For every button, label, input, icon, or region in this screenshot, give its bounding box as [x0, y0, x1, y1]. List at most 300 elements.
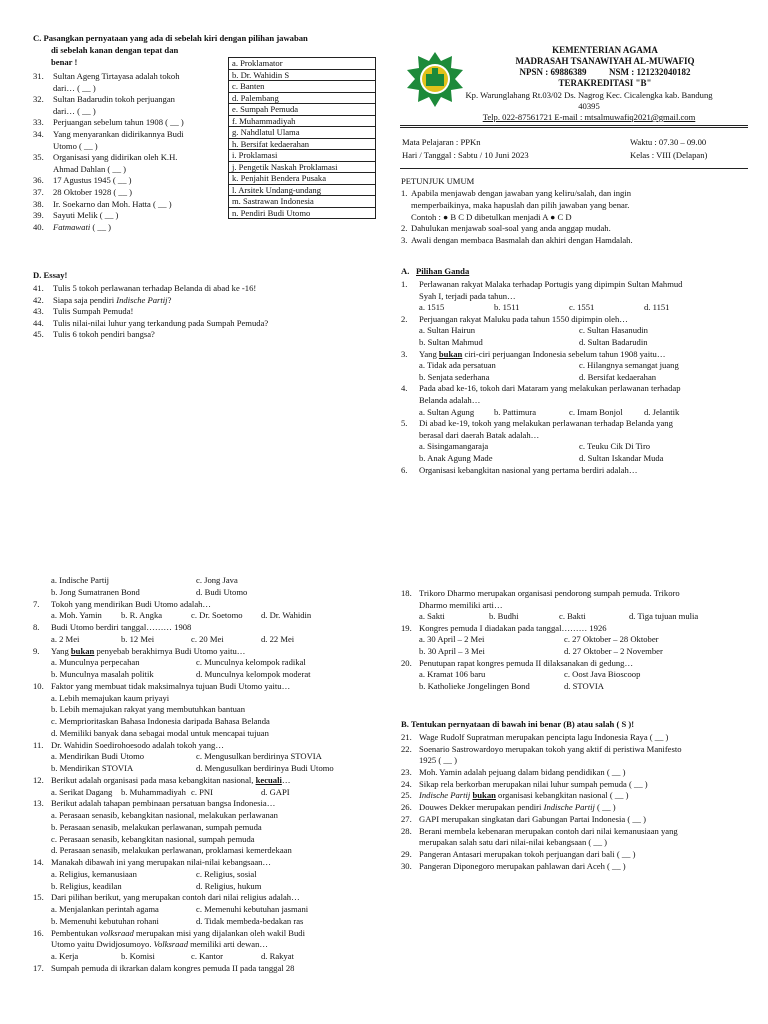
matching-answer-row [229, 115, 376, 127]
question-line [33, 222, 228, 234]
answer-option[interactable]: a. Lebih memajukan kaum priyayi [51, 692, 170, 703]
question-line [33, 152, 228, 164]
question-number: 32. [33, 94, 44, 105]
question-line [401, 418, 747, 430]
answer-option[interactable]: c. Oost Java Bioscoop [564, 669, 641, 680]
answer-options [401, 669, 747, 681]
question-line [33, 622, 378, 634]
answer-options [33, 575, 378, 587]
answer-option[interactable]: d. 22 Mei [261, 633, 295, 644]
question-text: Perlawanan rakyat Malaka terhadap Portugis yang dipimpin Sultan Mahmud [419, 279, 683, 289]
answer-option[interactable]: a. Sultan Hairun [419, 325, 476, 336]
question-line [401, 744, 747, 756]
question-number [401, 291, 419, 303]
answer-option[interactable]: c. Bakti [559, 611, 586, 622]
question-text: Apabila menjawab dengan jawaban yang keliru/salah, dan ingin [411, 188, 632, 198]
question-line [33, 295, 378, 307]
question-number: 40. [33, 221, 44, 232]
question-line [401, 223, 747, 235]
school-address: Kp. Warunglahang Rt.03/02 Ds. Nagrog Kec. Cicalengka kab. Bandung 40395 Telp. 022-87561721 E-mail : mtsalmuwafiq2021@gmail.com [430, 90, 748, 123]
school-header [470, 45, 740, 89]
accreditation: TERAKREDITASI "B" [558, 78, 652, 88]
answer-options [33, 587, 378, 599]
question-text: Budi Utomo berdiri tanggal……… 1908 [51, 622, 192, 632]
question-number [401, 600, 419, 612]
answer-option[interactable]: d. Tiga tujuan mulia [629, 611, 699, 622]
answer-options [33, 693, 378, 705]
answer-option[interactable]: c. Munculnya kelompok radikal [196, 657, 306, 668]
question-text: Yang menyarankan didirikannya Budi [53, 128, 184, 139]
answer-options [401, 441, 747, 453]
answer-option[interactable]: a. Serikat Dagang [51, 786, 113, 797]
answer-option[interactable]: c. Mengusulkan berdirinya STOVIA [196, 751, 322, 762]
matching-answer[interactable]: n. Pendiri Budi Utomo [229, 207, 376, 219]
answer-option[interactable]: c. Dr. Soetomo [191, 610, 243, 621]
answer-option[interactable]: b. Memenuhi kebutuhan rohani [51, 915, 159, 926]
matching-answer[interactable]: a. Proklamator [229, 58, 376, 70]
answer-options [33, 704, 378, 716]
answer-options [33, 916, 378, 928]
answer-option[interactable]: c. Teuku Cik Di Tiro [579, 441, 651, 452]
question-number: 9. [33, 645, 40, 656]
section-d [33, 270, 378, 341]
exam-date: Hari / Tanggal : Sabtu / 10 Juni 2023 [402, 150, 529, 160]
question-text: Dari pilihan berikut, yang merupakan contoh dari nilai religius adalah… [51, 892, 300, 903]
ministry-name: KEMENTERIAN AGAMA [552, 45, 658, 55]
exam-info [402, 137, 748, 165]
question-line [33, 329, 378, 341]
answer-option[interactable]: b. Perasaan senasib, melakukan perlawanan, sumpah pemuda [51, 821, 262, 832]
matching-answer-row [229, 138, 376, 150]
question-number: 1. [401, 279, 408, 289]
answer-options [401, 372, 747, 384]
question-text: Awali dengan membaca Basmalah dan akhiri dengan Hamdalah. [411, 235, 633, 246]
answer-option[interactable]: a. 2 Mei [51, 633, 80, 644]
answer-option[interactable]: d. GAPI [261, 786, 290, 797]
answer-option[interactable]: c. Memprioritaskan Bahasa Indonesia daripada Bahasa Belanda [51, 716, 270, 726]
question-number: 11. [33, 739, 44, 750]
question-number [33, 83, 53, 95]
answer-option[interactable]: d. 27 Oktober – 2 November [564, 645, 663, 656]
question-number: 1. [401, 188, 408, 198]
answer-option[interactable]: c. 20 Mei [191, 633, 224, 644]
question-number: 45. [33, 329, 44, 340]
matching-answer[interactable]: b. Dr. Wahidin S [229, 69, 376, 81]
question-text: Sikap rela berkorban merupakan nilai luhur sumpah pemuda ( __ ) [419, 778, 648, 789]
question-number: 16. [33, 927, 44, 938]
answer-options [401, 360, 747, 372]
answer-option[interactable]: a. Religius, kemanusiaan [51, 868, 137, 879]
answer-option[interactable]: b. 30 April – 3 Mei [419, 645, 485, 656]
question-number [401, 430, 419, 442]
school-name: MADRASAH TSANAWIYAH AL-MUWAFIQ [515, 56, 695, 66]
question-number: 7. [33, 598, 40, 609]
question-text: Siapa saja pendiri Indische Partij? [53, 294, 172, 305]
matching-answer[interactable]: g. Nahdlatul Ulama [229, 127, 376, 139]
matching-answer[interactable]: j. Pengetik Naskah Proklamasi [229, 161, 376, 173]
question-number [33, 141, 53, 153]
answer-option[interactable]: b. 1511 [494, 302, 520, 313]
question-line [401, 826, 747, 838]
answer-options [33, 751, 378, 763]
answer-option[interactable]: b. Religius, keadilan [51, 880, 122, 891]
question-text: Sumpah pemuda di ikrarkan dalam kongres pemuda II pada tanggal 28 [51, 962, 295, 973]
answer-option[interactable]: b. Jong Sumatranen Bond [51, 586, 140, 597]
question-number: 35. [33, 152, 44, 163]
question-line [401, 430, 747, 442]
question-text: Tulis nilai-nilai luhur yang terkandung pada Sumpah Pemuda? [53, 317, 269, 328]
answer-option[interactable]: b. R. Angka [121, 610, 163, 621]
question-text: Yang bukan penyebab berakhirnya Budi Utomo yaitu… [51, 645, 246, 656]
answer-option[interactable]: d. Sultan Badarudin [579, 336, 648, 347]
answer-option[interactable]: d. Munculnya kelompok moderat [196, 669, 311, 679]
question-text: Utomo ( __ ) [53, 140, 98, 151]
answer-options [33, 657, 378, 669]
question-line [401, 814, 747, 826]
section-d-title: D. Essay! [33, 270, 68, 280]
answer-option[interactable]: c. Jong Java [196, 575, 238, 585]
matching-answer-row [229, 196, 376, 208]
question-text: Di abad ke-19, tokoh yang melakukan perlawanan terhadap Belanda yang [419, 418, 673, 429]
question-number: 2. [401, 313, 408, 324]
matching-answer[interactable]: m. Sastrawan Indonesia [229, 196, 376, 208]
answer-options [33, 881, 378, 893]
question-line [33, 129, 228, 141]
question-number: 30. [401, 860, 412, 871]
answer-option[interactable]: a. 1515 [419, 302, 445, 313]
answer-options [33, 810, 378, 822]
question-line [33, 892, 378, 904]
question-number: 15. [33, 892, 44, 903]
subject: Mata Pelajaran : PPKn [402, 137, 481, 147]
question-line [33, 187, 228, 199]
questions-18-20 [401, 588, 747, 692]
question-text: Sultan Badarudin tokoh perjuangan [53, 94, 175, 105]
question-line [33, 681, 378, 693]
question-number: 25. [401, 790, 412, 801]
answer-option[interactable]: a. Moh. Yamin [51, 610, 102, 621]
answer-option[interactable]: d. Religius, hukum [196, 880, 262, 891]
matching-answer-row [229, 104, 376, 116]
answer-option[interactable]: b. Katholieke Jongelingen Bond [419, 680, 530, 691]
question-text: Sayuti Melik ( __ ) [53, 210, 119, 221]
question-line [401, 383, 747, 395]
question-line [401, 279, 747, 291]
matching-answers-table [228, 57, 376, 219]
answer-option[interactable]: a. Sisingamangaraja [419, 441, 489, 452]
question-number: 10. [33, 680, 44, 691]
matching-answer-row [229, 92, 376, 104]
question-number: 23. [401, 767, 412, 778]
question-text: Pangeran Antasari merupakan tokoh perjuangan dari bali ( __ ) [419, 848, 636, 859]
answer-option[interactable]: a. Munculnya perpecahan [51, 657, 140, 668]
answer-option[interactable]: d. Rakyat [261, 951, 294, 961]
question-text: Berikut adalah tahapan pembinaan persatuan bangsa Indonesia… [51, 798, 276, 809]
question-line [33, 928, 378, 940]
answer-option[interactable]: b. 12 Mei [121, 633, 155, 644]
question-text: Berani membela kebenaran merupakan contoh dari nilai kemanusiaan yang [419, 825, 678, 836]
exam-time: Waktu : 07.30 – 09.00 [630, 137, 707, 147]
answer-options [33, 904, 378, 916]
answer-options [401, 681, 747, 693]
question-number: 39. [33, 210, 44, 221]
answer-option[interactable]: c. Kantor [191, 951, 223, 961]
question-number: 31. [33, 71, 44, 81]
answer-option[interactable]: a. Sakti [419, 611, 445, 622]
question-text: 17 Agustus 1945 ( __ ) [53, 175, 132, 186]
answer-option[interactable]: b. Sultan Mahmud [419, 336, 483, 347]
question-text: Organisasi yang didirikan oleh K.H. [53, 152, 178, 163]
question-line [401, 849, 747, 861]
section-b [401, 719, 747, 872]
question-text: Kongres pemuda I diadakan pada tanggal……… 1926 [419, 622, 607, 633]
question-text: Trikoro Dharmo merupakan organisasi pendorong sumpah pemuda. Trikoro [419, 588, 680, 598]
question-number: 3. [401, 348, 408, 359]
question-line [33, 164, 228, 176]
answer-option[interactable]: b. Muhammadiyah [121, 786, 186, 797]
question-number [33, 106, 53, 118]
answer-option[interactable]: b. Budhi [489, 611, 519, 622]
question-line [33, 175, 228, 187]
question-number: 33. [33, 117, 44, 128]
question-text: Contoh : ● B C D dibetulkan menjadi A ● C D [411, 211, 572, 222]
question-text: Tokoh yang mendirikan Budi Utomo adalah… [51, 598, 212, 609]
question-number: 2. [401, 223, 408, 234]
question-text: Organisasi kebangkitan nasional yang pertama berdiri adalah… [419, 464, 638, 475]
question-text: Fatmawati ( __ ) [53, 221, 112, 232]
question-text: Dahulukan menjawab soal-soal yang anda anggap mudah. [411, 223, 611, 234]
matching-answer[interactable]: f. Muhammadiyah [229, 115, 376, 127]
question-number [401, 395, 419, 407]
questions-7-17 [33, 575, 378, 975]
section-c: C. Pasangkan pernyataan yang ada di sebelah kiri dengan pilihan jawaban di sebelah kanan dengan tepat dan benar ! [33, 33, 378, 69]
school-contact: Telp. 022-87561721 E-mail : mtsalmuwafiq2021@gmail.com [482, 112, 696, 122]
question-text: merupakan salah satu dari nilai-nilai kebangsaan ( __ ) [419, 837, 608, 848]
question-text: 1925 ( __ ) [419, 755, 457, 766]
answer-options [401, 611, 747, 623]
question-line [401, 802, 747, 814]
matching-answer-row [229, 81, 376, 93]
question-number [401, 755, 419, 767]
question-line [401, 600, 747, 612]
question-number: 28. [401, 825, 412, 836]
question-number: 44. [33, 317, 44, 328]
question-line [401, 314, 747, 326]
answer-options [401, 646, 747, 658]
question-line [33, 939, 378, 951]
question-number [401, 837, 419, 849]
question-number: 26. [401, 802, 412, 813]
matching-answer-row [229, 58, 376, 70]
answer-option[interactable]: b. Komisi [121, 951, 155, 961]
question-text: Faktor yang membuat tidak maksimalnya tujuan Budi Utomo yaitu… [51, 680, 291, 691]
question-number: 12. [33, 774, 44, 785]
question-number: 43. [33, 306, 44, 317]
question-line [401, 779, 747, 791]
question-number: 22. [401, 743, 412, 754]
question-text: Tulis 6 tokoh pendiri bangsa? [53, 329, 155, 340]
matching-answer[interactable]: h. Bersifat kedaerahan [229, 138, 376, 150]
question-line [401, 658, 747, 670]
question-line [33, 599, 378, 611]
section-b-title: B. Tentukan pernyataan di bawah ini benar (B) atau salah ( S )! [401, 719, 635, 729]
matching-answer-row [229, 69, 376, 81]
question-line [401, 767, 747, 779]
matching-answer-row [229, 127, 376, 139]
question-line [401, 395, 747, 407]
answer-options [33, 763, 378, 775]
answer-option[interactable]: c. Hilangnya semangat juang [579, 360, 679, 371]
question-line [401, 623, 747, 635]
answer-options [33, 834, 378, 846]
question-number: 17. [33, 962, 44, 973]
question-text: Berikut adalah organisasi pada masa kebangkitan nasional, kecuali… [51, 774, 291, 785]
answer-option[interactable]: a. Perasaan senasib, kebangkitan nasional, melakukan perlawanan [51, 810, 278, 820]
matching-answer[interactable]: c. Banten [229, 81, 376, 93]
question-text: Dr. Wahidin Soedirohoesodo adalah tokoh yang… [51, 739, 224, 750]
answer-option[interactable]: a. Indische Partij [51, 575, 109, 585]
answer-option[interactable]: d. 1151 [644, 302, 670, 313]
answer-option[interactable]: b. Senjata sederhana [419, 371, 490, 382]
question-text: Soenario Sastrowardoyo merupakan tokoh yang aktif di peristiwa Manifesto [419, 743, 682, 754]
answer-option[interactable]: c. Sultan Hasanudin [579, 325, 648, 336]
answer-options [33, 787, 378, 799]
question-number: 13. [33, 798, 44, 809]
question-line [33, 71, 228, 83]
question-number: 3. [401, 235, 408, 246]
answer-options [401, 325, 747, 337]
question-text: 28 Oktober 1928 ( __ ) [53, 186, 133, 197]
question-text: Perjuangan sebelum tahun 1908 ( __ ) [53, 117, 184, 128]
question-number: 20. [401, 657, 412, 668]
answer-option[interactable]: b. Anak Agung Made [419, 452, 493, 463]
question-number [33, 939, 51, 951]
answer-option[interactable]: c. Memenuhi kebutuhan jasmani [196, 904, 309, 914]
matching-answer[interactable]: l. Arsitek Undang-undang [229, 184, 376, 196]
question-text: Tulis Sumpah Pemuda! [53, 306, 134, 317]
question-text: Pangeran Diponegoro merupakan pahlawan dari Aceh ( __ ) [419, 860, 626, 871]
answer-option[interactable]: c. 27 Oktober – 28 Oktober [564, 634, 659, 645]
matching-answer[interactable]: i. Proklamasi [229, 150, 376, 162]
question-text: memperbaikinya, maka hapuslah dan pilih jawaban yang benar. [411, 199, 630, 210]
matching-questions [33, 71, 228, 233]
question-number: 14. [33, 857, 44, 867]
question-text: Penutupan rapat kongres pemuda II dilaksanakan di gedung… [419, 657, 634, 668]
answer-option[interactable]: a. Mendirikan Budi Utomo [51, 751, 145, 762]
question-number: 4. [401, 383, 408, 394]
answer-option[interactable]: b. Munculnya masalah politik [51, 669, 154, 679]
question-text: Manakah dibawah ini yang merupakan nilai-nilai kebangsaan… [51, 857, 272, 867]
answer-options [33, 822, 378, 834]
question-line [401, 291, 747, 303]
answer-options [401, 453, 747, 465]
answer-option[interactable]: a. Tidak ada persatuan [419, 360, 496, 371]
answer-option[interactable]: c. Perasaan senasib, kebangkitan nasional, sumpah pemuda [51, 833, 255, 844]
question-text: Moh. Yamin adalah pejuang dalam bidang pendidikan ( __ ) [419, 767, 626, 778]
answer-option[interactable]: c. PNI [191, 786, 213, 797]
answer-option[interactable]: a. Menjalankan perintah agama [51, 904, 159, 914]
question-text: Perjuangan rakyat Maluku pada tahun 1550 dipimpin oleh… [419, 313, 628, 324]
answer-option[interactable]: d. Mengusulkan berdirinya Budi Utomo [196, 763, 334, 773]
answer-option[interactable]: b. Mendirikan STOVIA [51, 763, 134, 773]
question-text: Pada abad ke-16, tokoh dari Mataram yang melakukan perlawanan terhadap [419, 383, 681, 394]
answer-option[interactable]: c. Religius, sosial [196, 868, 257, 879]
answer-options [33, 669, 378, 681]
question-line [33, 306, 378, 318]
answer-option[interactable]: a. Kramat 106 baru [419, 669, 486, 680]
question-line [401, 465, 747, 477]
answer-option[interactable]: d. Bersifat kedaerahan [579, 371, 657, 382]
question-text: Ir. Soekarno dan Moh. Hatta ( __ ) [53, 198, 172, 209]
question-number: 34. [33, 128, 44, 139]
question-line [33, 283, 378, 295]
answer-option[interactable]: a. 30 April – 2 Mei [419, 634, 485, 645]
matching-answer-row [229, 161, 376, 173]
answer-option[interactable]: b. Pattimura [494, 406, 537, 417]
answer-options [401, 302, 747, 314]
question-line [33, 199, 228, 211]
question-number: 37. [33, 186, 44, 197]
question-line [33, 117, 228, 129]
question-number: 24. [401, 778, 412, 789]
answer-option[interactable]: d. STOVIA [564, 680, 604, 691]
question-line [33, 83, 228, 95]
question-line [401, 349, 747, 361]
answer-option[interactable]: a. Kerja [51, 951, 79, 961]
matching-answer[interactable]: d. Palembang [229, 92, 376, 104]
answer-option[interactable]: d. Memiliki banyak dana sebagai modal untuk mencapai tujuan [51, 727, 269, 738]
question-text: Belanda adalah… [419, 394, 481, 405]
question-text: Douwes Dekker merupakan pendiri Indische Partij ( __ ) [419, 802, 616, 813]
question-text: Indische Partij bukan organisasi kebangkitan nasional ( __ ) [419, 790, 629, 801]
answer-option[interactable]: d. Dr. Wahidin [261, 610, 312, 621]
general-instructions [401, 176, 747, 247]
question-line [401, 188, 747, 200]
question-line [401, 200, 747, 212]
question-line [401, 755, 747, 767]
answer-options [401, 634, 747, 646]
answer-option[interactable]: a. Sultan Agung [419, 406, 475, 417]
question-number: 42. [33, 294, 44, 305]
question-number [401, 200, 411, 212]
question-line [401, 212, 747, 224]
matching-answer[interactable]: k. Penjahit Bendera Pusaka [229, 173, 376, 185]
answer-option[interactable]: d. Tidak membeda-bedakan ras [196, 915, 304, 926]
question-line [33, 798, 378, 810]
question-number: 19. [401, 622, 412, 633]
answer-options [401, 337, 747, 349]
matching-answer[interactable]: e. Sumpah Pemuda [229, 104, 376, 116]
answer-options [401, 407, 747, 419]
matching-answer-row [229, 184, 376, 196]
answer-option[interactable]: d. Sultan Iskandar Muda [579, 452, 664, 463]
answer-option[interactable]: d. Perasaan senasib, melakukan perlawanan, proklamasi kemerdekaan [51, 845, 292, 856]
exam-class: Kelas : VIII (Delapan) [630, 150, 708, 160]
section-a [401, 266, 747, 476]
school-ids: NPSN : 69886389 NSM : 121232040182 [519, 67, 691, 77]
answer-option[interactable]: c. Imam Bonjol [569, 406, 623, 417]
matching-answer-row [229, 173, 376, 185]
question-text: GAPI merupakan singkatan dari Gabungan Partai Indonesia ( __ ) [419, 813, 646, 824]
answer-option[interactable]: d. Budi Utomo [196, 586, 248, 597]
question-line [33, 857, 378, 869]
question-number: 21. [401, 732, 412, 742]
question-line [401, 732, 747, 744]
answer-option[interactable]: d. Jelantik [644, 406, 680, 417]
answer-option[interactable]: b. Lebih memajukan rakyat yang membutuhkan bantuan [51, 704, 246, 715]
question-text: berasal dari daerah Batak adalah… [419, 429, 540, 440]
answer-option[interactable]: c. 1551 [569, 302, 595, 313]
